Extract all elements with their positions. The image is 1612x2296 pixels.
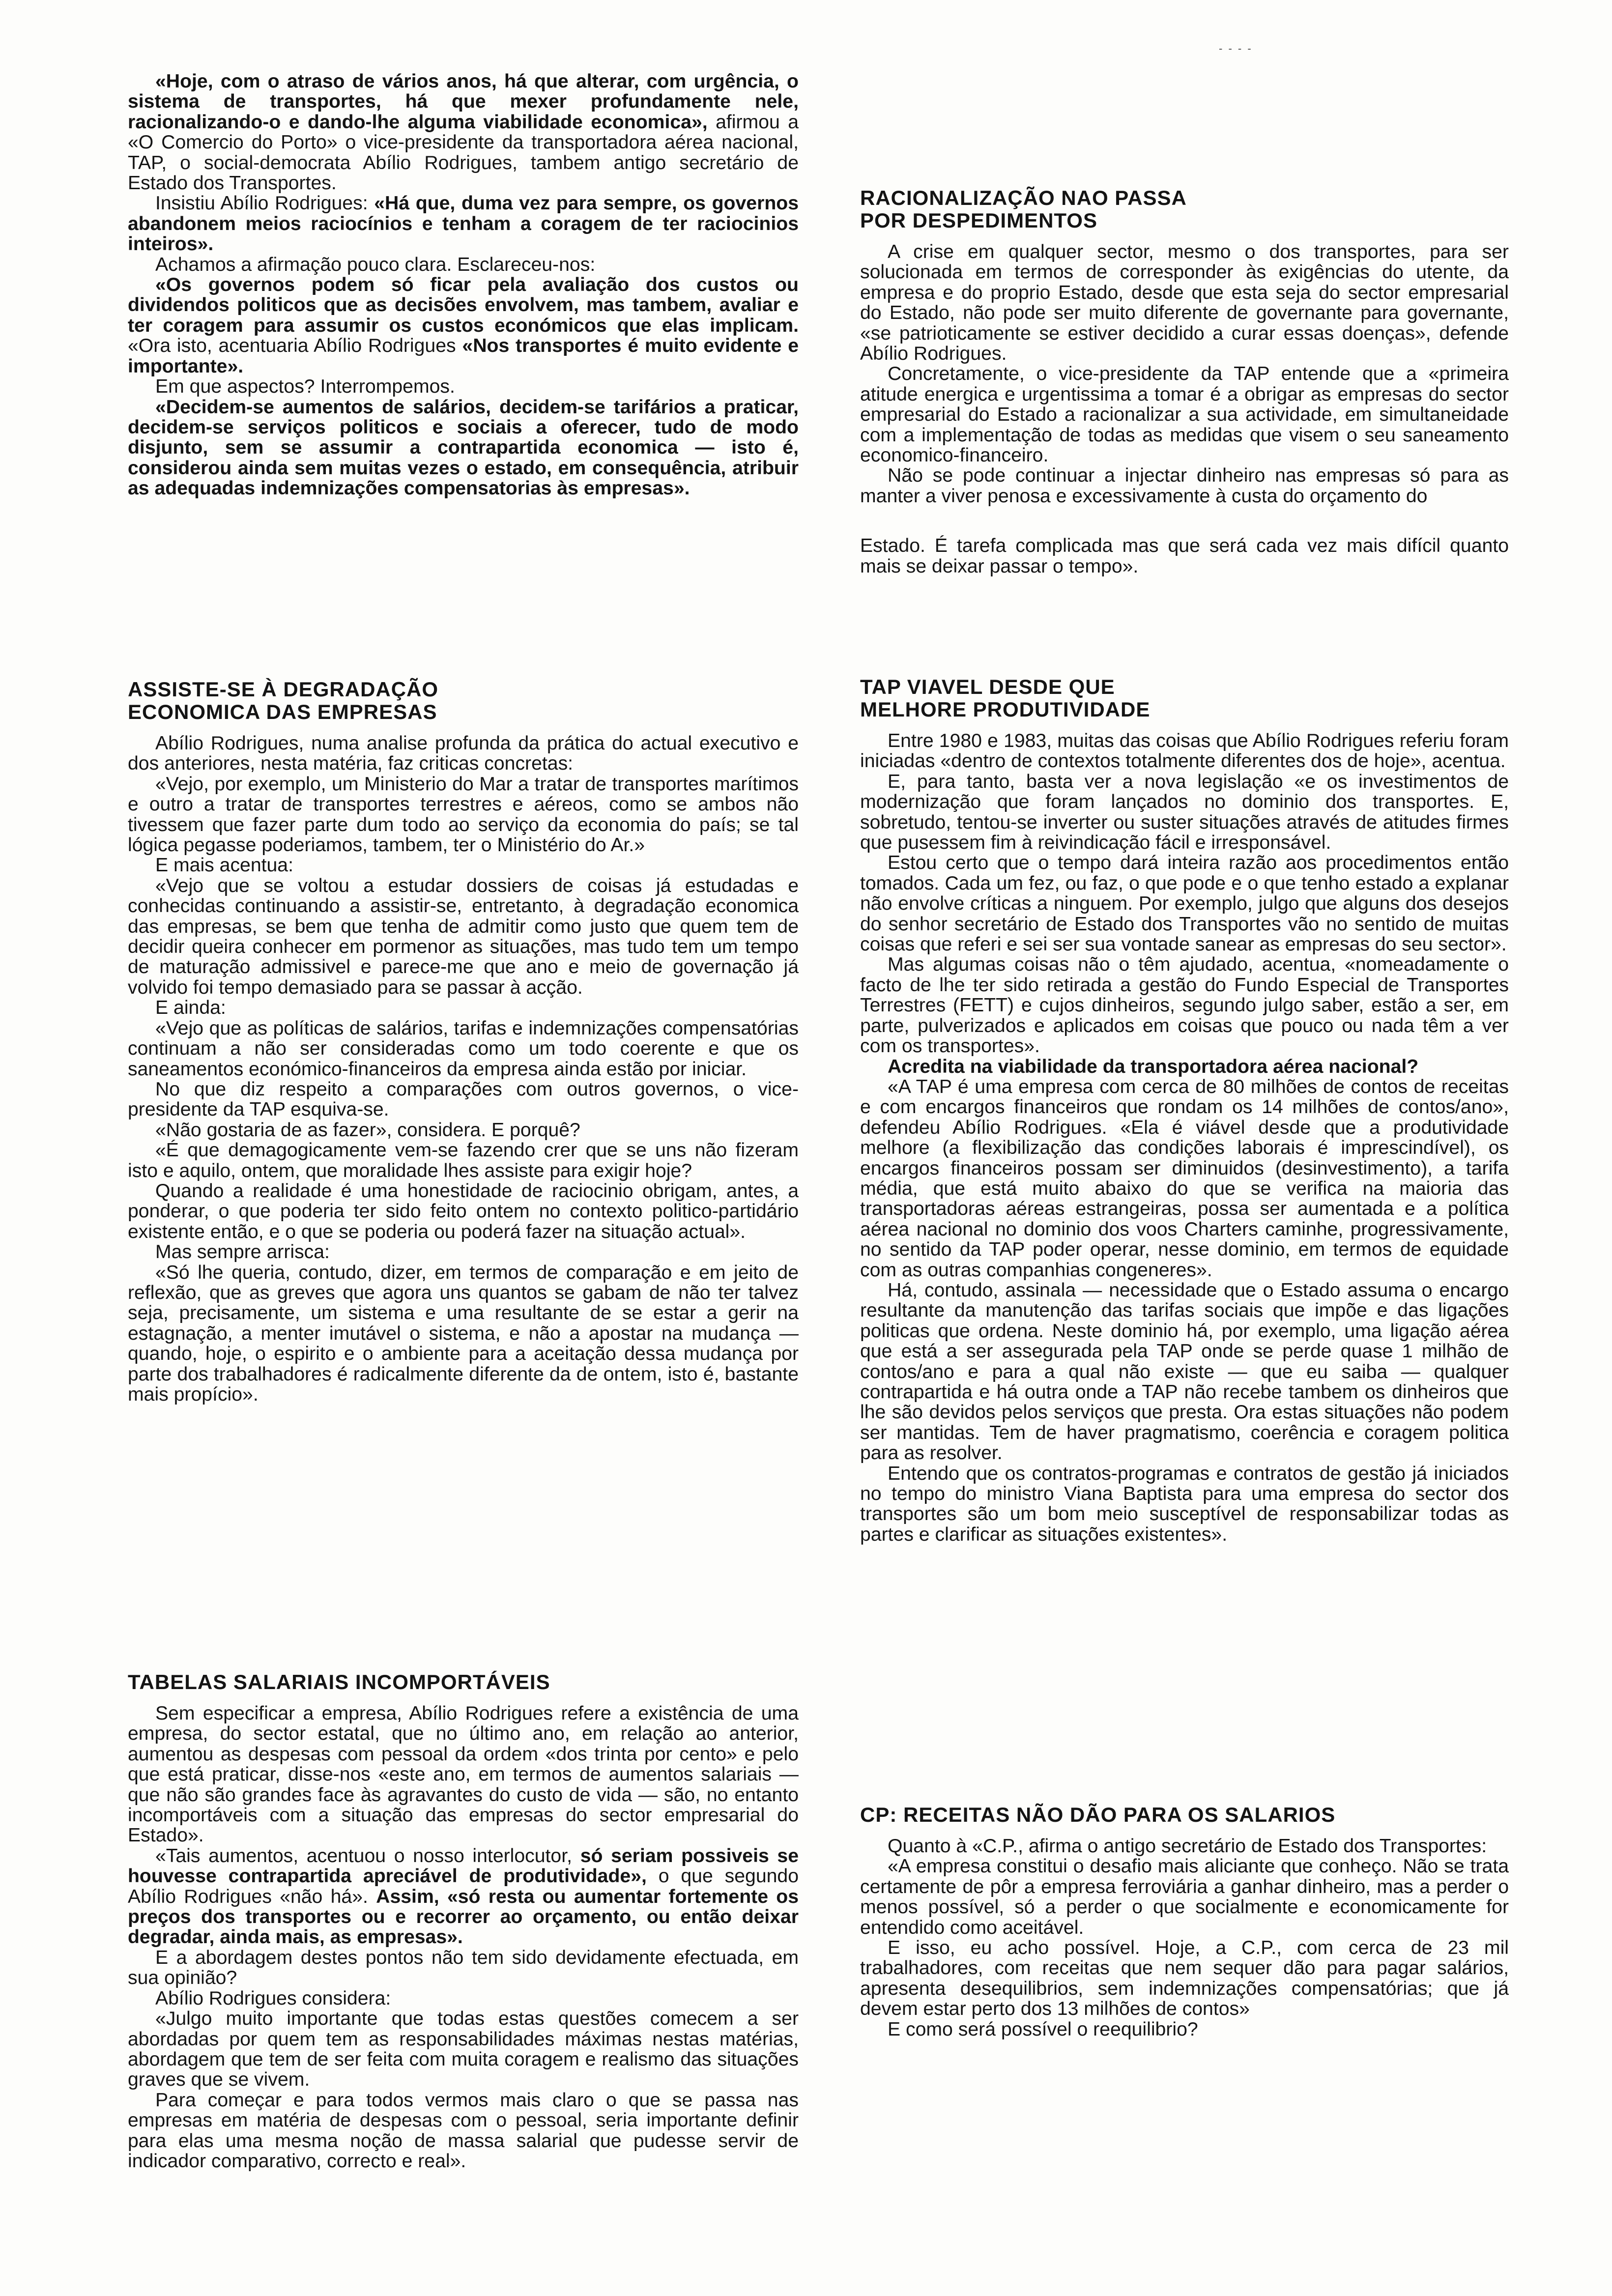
tabelas-paragraph-3: E a abordagem destes pontos não tem sido devidamente efectuada, em sua opinião?: [128, 1947, 799, 1989]
intro-paragraph-4: [128, 275, 799, 376]
tabelas-lead-2: «Tais aumentos, acentuou o nosso interlocutor,: [155, 1845, 580, 1866]
degradacao-paragraph-2: «Vejo, por exemplo, um Ministerio do Mar a tratar de transportes marítimos e outro a tratar de transportes terrestres e aéreos, como se ambos não tivessem que fazer parte dum todo ao serviço da economia do país; se tal lógica pegasse poderiamos, tambem, ter o Ministério do Ar.»: [128, 773, 799, 856]
section-title-racionalizacao-2: POR DESPEDIMENTOS: [860, 209, 1097, 232]
intro-block: [128, 71, 799, 499]
tabelas-paragraph-4: Abílio Rodrigues considera:: [155, 1987, 391, 2009]
cp-paragraph-3: E isso, eu acho possível. Hoje, a C.P., com cerca de 23 mil trabalhadores, com receitas que nem sequer dão para pagar salários, apresenta desequilibrios, sem indemnizações compensatórias; que já devem estar perto dos 13 milhões de contos»: [860, 1937, 1509, 2020]
intro-paragraph-3: Achamos a afirmação pouco clara. Esclareceu-nos:: [155, 254, 596, 275]
section-title-degradacao-2: ECONOMICA DAS EMPRESAS: [128, 700, 437, 723]
tap-paragraph-2: E, para tanto, basta ver a nova legislação «e os investimentos de modernização que foram lançados no dominio dos transportes. E, sobretudo, tentou-se inverter ou suster situações através de atitudes firmes que pusessem fim à reivindicação fácil e irresponsável.: [860, 771, 1509, 854]
tabelas-paragraph-5: «Julgo muito importante que todas estas questões comecem a ser abordadas por quem tem as responsabilidades máximas nestas matérias, abordagem que tem de ser feita com muita coragem e realismo das situações graves que se vivem.: [128, 2008, 799, 2091]
cp-paragraph-2: «A empresa constitui o desafio mais aliciante que conheço. Não se trata certamente de pôr a empresa ferroviária a ganhar dinheiro, mas a perder o menos possível, só a perder o que socialmente e economicamente for entendido como aceitável.: [860, 1856, 1509, 1938]
intro-quote-2: «Há que, duma vez para sempre, os governos abandonem meios raciocínios e tenham a coragem de ter raciocinios inteiros».: [128, 193, 799, 255]
tabelas-paragraph-1: Sem especificar a empresa, Abílio Rodrigues refere a existência de uma empresa, do sector estatal, que no último ano, em relação ao anterior, aumentou as despesas com pessoal da ordem «dos trinta por cento» e pelo que está praticar, disse-nos «este ano, em termos de aumentos salariais — que não são grandes face às agravantes do custo de vida — são, no entanto incomportáveis com a situação das empresas do sector empresarial do Estado».: [128, 1703, 799, 1846]
degradacao-paragraph-10: Quando a realidade é uma honestidade de raciocinio obrigam, antes, a ponderar, o que poderia ter sido feito ontem no contexto politico-partidário existente então, e o que se poderia ou poderá fazer na situação actual».: [128, 1180, 799, 1242]
intro-attribution: afirmou a «O Comercio do Porto» o vice-presidente da transportadora aérea nacional, TAP, o social-democrata Abílio Rodrigues, tambem antigo secretário de Estado dos Transportes.: [128, 111, 799, 194]
intro-quote-4: «Os governos podem só ficar pela avaliação dos custos ou dividendos politicos que as decisões envolvem, mas tambem, avaliar e ter coragem para assumir os custos económicos que elas implicam.: [128, 274, 799, 336]
tabelas-paragraph-6: Para começar e para todos vermos mais claro o que se passa nas empresas em matéria de despesas com o pessoal, seria importante definir para elas uma mesma noção de massa salarial que pudesse servir de indicador comparativo, correcto e real».: [128, 2089, 799, 2172]
racionalizacao-paragraph-1: A crise em qualquer sector, mesmo o dos transportes, para ser solucionada em termos de corresponder às exigências do utente, da empresa e do proprio Estado, desde que esta seja do sector empresarial do Estado, não pode ser muito diferente de governante para governante, «se patrioticamente se estiver decidido a curar essas doenças», defende Abílio Rodrigues.: [860, 241, 1509, 365]
tabelas-quote-2b: Assim, «só resta ou aumentar fortemente os preços dos transportes ou e recorrer ao orçamento, ou então deixar degradar, ainda mais, as empresas».: [128, 1886, 799, 1948]
degradacao-paragraph-4: «Vejo que se voltou a estudar dossiers de coisas já estudadas e conhecidas continuando a assistir-se, entretanto, à degradação economica das empresas, se bem que tenha de admitir como justo que quem tem de decidir queira conhecer em pormenor as situações, mas tudo tem um tempo de maturação admissivel e parece-me que ano e meio de governação já volvido foi tempo demasiado para se passar à acção.: [128, 875, 799, 998]
tap-question: Acredita na viabilidade da transportadora aérea nacional?: [888, 1056, 1419, 1077]
tabelas-quote-2: só seriam possiveis se houvesse contrapartida apreciável de produtividade»,: [128, 1845, 799, 1887]
cp-paragraph-1: Quanto à «C.P., afirma o antigo secretário de Estado dos Transportes:: [888, 1836, 1487, 1857]
section-title-degradacao-1: ASSISTE-SE À DEGRADAÇÃO: [128, 678, 439, 701]
section-title-tabelas: TABELAS SALARIAIS INCOMPORTÁVEIS: [128, 1670, 550, 1693]
tap-paragraph-4: Mas algumas coisas não o têm ajudado, acentua, «nomeadamente o facto de lhe ter sido retirada a gestão do Fundo Especial de Transportes Terrestres (FETT) e cujos dinheiros, segundo julgo saber, estão a ser, em parte, pulverizados e aplicados em coisas que pouco ou nada têm a ver com os transportes».: [860, 954, 1509, 1057]
tap-paragraph-3: Estou certo que o tempo dará inteira razão aos procedimentos então tomados. Cada um fez, ou faz, o que pode e o que tenho estado a explanar não envolve críticas a ninguem. Por exemplo, julgo que alguns dos desejos do senhor secretário de Estado dos Transportes vão no sentido de muitas coisas que referi e sei ser sua vontade sanear as empresas do seu sector».: [860, 852, 1509, 955]
section-tabelas: [128, 1671, 799, 2171]
degradacao-paragraph-5: E ainda:: [155, 997, 226, 1019]
tap-paragraph-8: Entendo que os contratos-programas e contratos de gestão já iniciados no tempo do ministro Viana Baptista para uma empresa do sector dos transportes são um bom meio susceptível de responsabilizar todas as partes e clarificar as situações existentes».: [860, 1463, 1509, 1545]
section-racionalizacao: [860, 187, 1509, 576]
intro-paragraph-2: [128, 193, 799, 254]
tap-paragraph-6: «A TAP é uma empresa com cerca de 80 milhões de contos de receitas e com encargos financeiros que rondam os 14 milhões de contos/ano», defendeu Abílio Rodrigues. «Ela é viável desde que a produtividade melhore (a flexibilização das condições laborais é imprescindível), os encargos financeiros possam ser diminuidos (desinvestimento), a tarifa média, que está muito abaixo do que se verifica na maioria das transportadoras aéreas estrangeiras, possa ser aumentada e a política aérea nacional no dominio dos voos Charters caminhe, progressivamente, no sentido da TAP poder operar, nesse dominio, em termos de equidade com as outras companhias congeneres».: [860, 1076, 1509, 1281]
tap-paragraph-1: Entre 1980 e 1983, muitas das coisas que Abílio Rodrigues referiu foram iniciadas «dentro de contextos totalmente diferentes dos de hoje», acentua.: [860, 730, 1509, 772]
degradacao-paragraph-3: E mais acentua:: [155, 855, 293, 876]
degradacao-paragraph-9: «É que demagogicamente vem-se fazendo crer que se uns não fizeram isto e aquilo, ontem, que moralidade lhes assiste para exigir hoje?: [128, 1140, 799, 1181]
degradacao-paragraph-7: No que diz respeito a comparações com outros governos, o vice-presidente da TAP esquiva-se.: [128, 1078, 799, 1120]
cp-paragraph-4: E como será possível o reequilibrio?: [888, 2018, 1198, 2040]
degradacao-paragraph-11: Mas sempre arrisca:: [155, 1241, 330, 1263]
section-title-tap-2: MELHORE PRODUTIVIDADE: [860, 698, 1151, 721]
section-degradacao: [128, 678, 799, 1405]
section-title-racionalizacao-1: RACIONALIZAÇÃO NAO PASSA: [860, 186, 1187, 209]
degradacao-paragraph-6: «Vejo que as políticas de salários, tarifas e indemnizações compensatórias continuam a não ser consideradas como um todo coerente e que os saneamentos económico-financeiros da empresa ainda estão por iniciar.: [128, 1017, 799, 1080]
section-cp: [860, 1804, 1509, 2039]
section-title-tap-1: TAP VIAVEL DESDE QUE: [860, 675, 1115, 698]
intro-paragraph-5: Em que aspectos? Interrompemos.: [155, 376, 455, 398]
section-tap-viavel: [860, 676, 1509, 1545]
intro-mid-4: «Ora isto, acentuaria Abílio Rodrigues: [128, 335, 462, 357]
degradacao-paragraph-12: «Só lhe queria, contudo, dizer, em termos de comparação e em jeito de reflexão, que as greves que agora uns quantos se gabam de não ter talvez seja, precisamente, um sistema e uma resultante de se estar a gerir na estagnação, a menter imutável o sistema, e não a apostar na mudança — quando, hoje, o espirito e o ambiente para a aceitação dessa mudança por parte dos trabalhadores é radicalmente diferente da de ontem, isto é, bastante mais propício».: [128, 1262, 799, 1405]
intro-paragraph-1: [128, 71, 799, 193]
racionalizacao-paragraph-2: Concretamente, o vice-presidente da TAP entende que a «primeira atitude energica e urgentissima a tomar é a obrigar as empresas do sector empresarial do Estado a racionalizar a sua actividade, em simultaneidade com a implementação de todas as medidas que visem o seu saneamento economico-financeiro.: [860, 363, 1509, 466]
tabelas-mid-2: o que segundo Abílio Rodrigues «não há».: [128, 1866, 799, 1907]
racionalizacao-paragraph-3a: Não se pode continuar a injectar dinheiro nas empresas só para as manter a viver penosa e excessivamente à custa do orçamento do: [860, 465, 1509, 507]
intro-paragraph-6: «Decidem-se aumentos de salários, decidem-se tarifários a praticar, decidem-se serviços politicos e sociais a oferecer, tudo de modo disjunto, sem se assumir a contrapartida economica — isto é, considerou ainda sem muitas vezes o estado, em consequência, atribuir as adequadas indemnizações compensatorias às empresas».: [128, 396, 799, 499]
section-title-cp: CP: RECEITAS NÃO DÃO PARA OS SALARIOS: [860, 1803, 1336, 1826]
tap-paragraph-7: Há, contudo, assinala — necessidade que o Estado assuma o encargo resultante da manutenção das tarifas sociais que impõe e das ligações politicas que ordena. Neste dominio há, por exemplo, uma ligação aérea que está a ser assegurada pela TAP onde se perde quase 1 milhão de contos/ano e para a qual não existe — que eu saiba — qualquer contrapartida e há outra onde a TAP não recebe tambem os dinheiros que lhe são devidos pelos serviços que presta. Ora estas situações não podem ser mantidas. Tem de haver pragmatismo, coerência e coragem politica para as resolver.: [860, 1279, 1509, 1464]
tabelas-paragraph-2: [128, 1846, 799, 1948]
page-marker: - - - -: [1219, 42, 1253, 55]
intro-lead-2: Insistiu Abílio Rodrigues:: [155, 193, 374, 214]
degradacao-paragraph-1: Abílio Rodrigues, numa analise profunda da prática do actual executivo e dos anteriores, nesta matéria, faz criticas concretas:: [128, 733, 799, 775]
intro-quote-4b: «Nos transportes é muito evidente e importante».: [128, 335, 799, 377]
intro-quote-1: «Hoje, com o atraso de vários anos, há que alterar, com urgência, o sistema de transportes, há que mexer profundamente nele, racionalizando-o e dando-lhe alguma viabilidade economica»,: [128, 71, 799, 133]
degradacao-paragraph-8: «Não gostaria de as fazer», considera. E porquê?: [155, 1119, 580, 1141]
racionalizacao-paragraph-3b: Estado. É tarefa complicada mas que será cada vez mais difícil quanto mais se deixar passar o tempo».: [860, 535, 1509, 577]
